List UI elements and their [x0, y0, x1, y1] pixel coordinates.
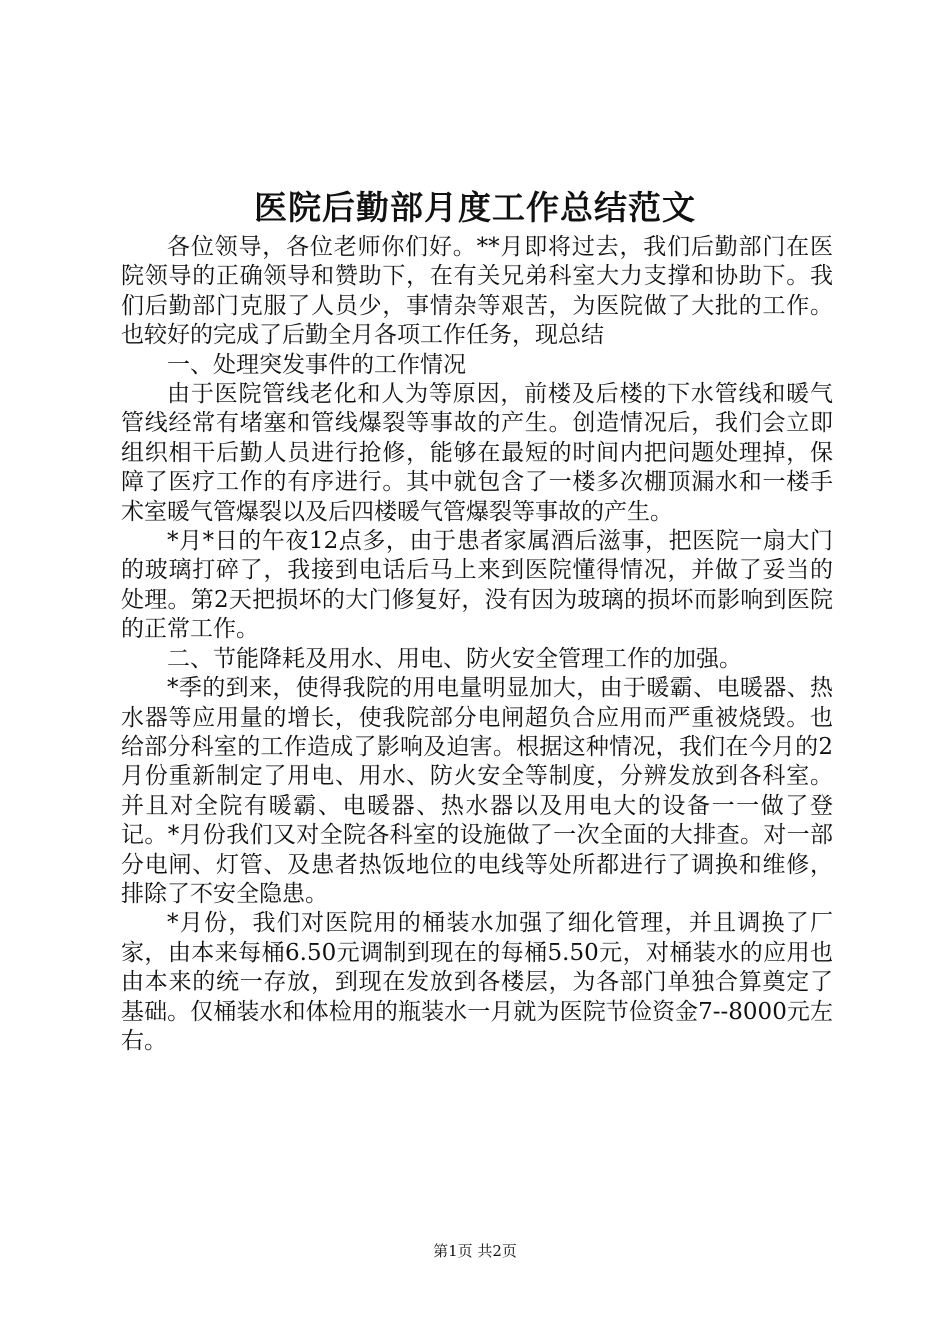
- document-title: 医院后勤部月度工作总结范文: [254, 188, 696, 227]
- paragraph-pipeline-repairs: 由于医院管线老化和人为等原因，前楼及后楼的下水管线和暖气管线经常有堵塞和管线爆裂等事故的产生。创造情况后，我们会立即组织相干后勤人员进行抢修，能够在最短的时间内把问题处理掉，保障了医疗工作的有序进行。其中就包含了一楼多次棚顶漏水和一楼手术室暖气管爆裂以及后四楼暖气管爆裂等事故的产生。: [121, 381, 833, 525]
- paragraph-electricity-safety: *季的到来，使得我院的用电量明显加大，由于暖霸、电暖器、热水器等应用量的增长，使我院部分电闸超负合应用而严重被烧毁。也给部分科室的工作造成了影响及迫害。根据这种情况，我们在今月的2月份重新制定了用电、用水、防火安全等制度，分辨发放到各科室。并且对全院有暖霸、电暖器、热水器以及用电大的设备一一做了登记。*月份我们又对全院各科室的设施做了一次全面的大排查。对一部分电闸、灯管、及患者热饭地位的电线等处所都进行了调换和维修，排除了不安全隐患。: [121, 675, 833, 907]
- paragraph-intro: 各位领导，各位老师你们好。**月即将过去，我们后勤部门在医院领导的正确领导和赞助下，在有关兄弟科室大力支撑和协助下。我们后勤部门克服了人员少，事情杂等艰苦，为医院做了大批的工作。也较好的完成了后勤全月各项工作任务，现总结: [121, 234, 833, 349]
- section-heading-1: 一、处理突发事件的工作情况: [167, 351, 466, 378]
- paragraph-bottled-water: *月份，我们对医院用的桶装水加强了细化管理，并且调换了厂家，由本来每桶6.50元调制到现在的每桶5.50元，对桶装水的应用也由本来的统一存放，到现在发放到各楼层，为各部门单独合算奠定了基础。仅桶装水和体检用的瓶装水一月就为医院节俭资金7--8000元左右。: [121, 910, 833, 1054]
- paragraph-door-incident: *月*日的午夜12点多，由于患者家属酒后滋事，把医院一扇大门的玻璃打碎了，我接到电话后马上来到医院懂得情况，并做了妥当的处理。第2天把损坏的大门修复好，没有因为玻璃的损坏而影响到医院的正常工作。: [121, 528, 833, 643]
- page-number-footer: 第1页 共2页: [433, 1242, 517, 1260]
- document-body: [121, 233, 833, 1056]
- section-heading-2: 二、节能降耗及用水、用电、防火安全管理工作的加强。: [167, 645, 742, 672]
